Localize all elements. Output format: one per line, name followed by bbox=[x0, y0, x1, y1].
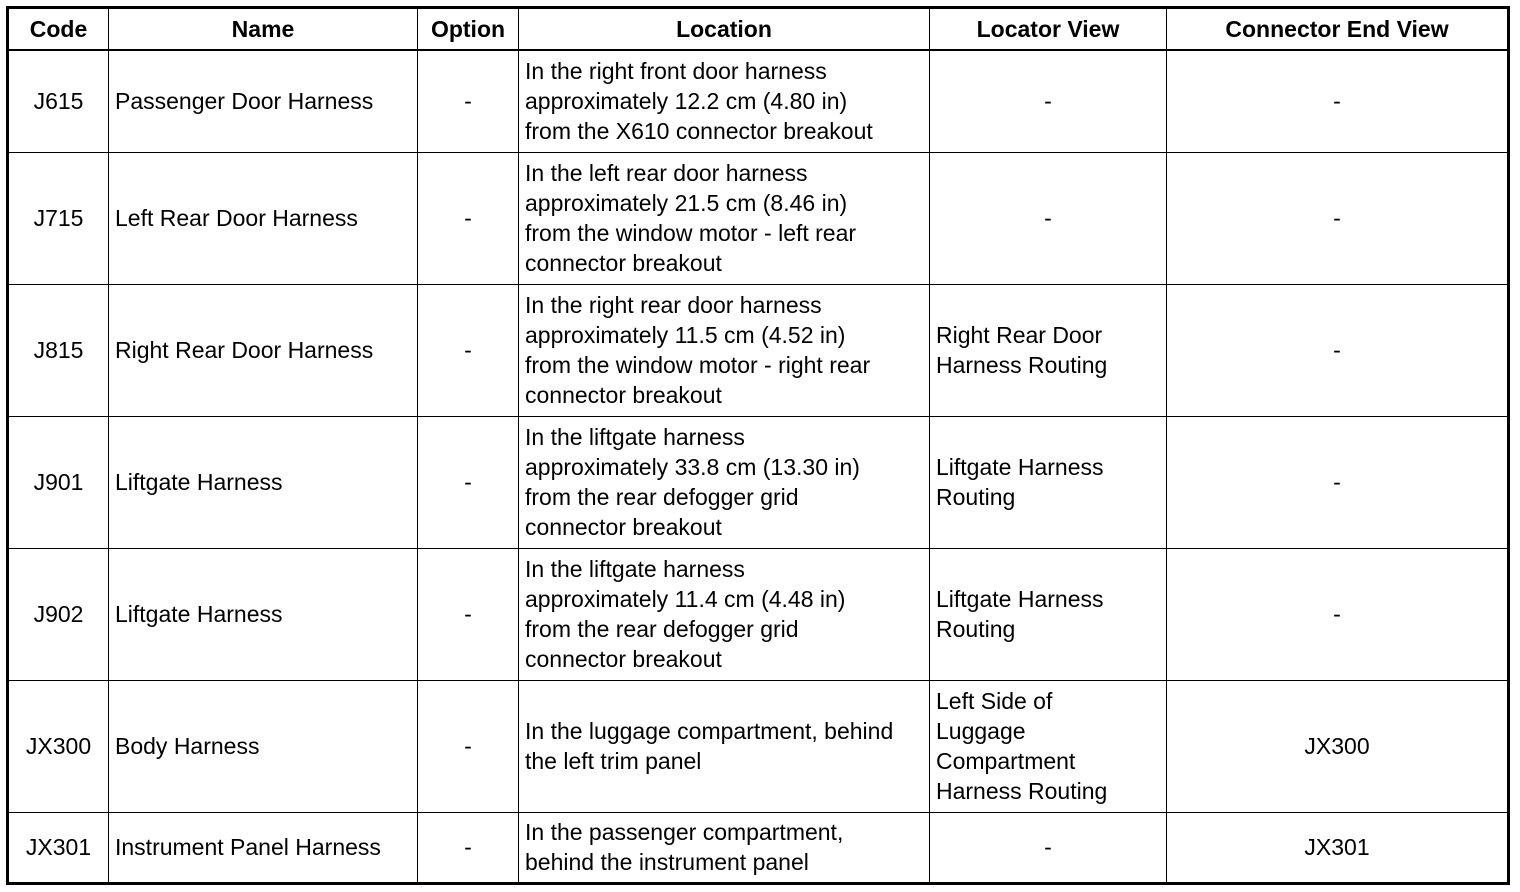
code-text: J715 bbox=[33, 205, 84, 231]
option-text: - bbox=[464, 834, 472, 860]
location-text: In the liftgate harness approximately 11.4 cm (4.48 in) from the rear defogger grid connector breakout bbox=[525, 556, 846, 672]
name-cell bbox=[109, 680, 418, 812]
option-cell bbox=[418, 548, 519, 680]
location-cell bbox=[519, 50, 930, 152]
connector-end-view-text: JX301 bbox=[1304, 834, 1370, 860]
code-cell bbox=[8, 152, 109, 284]
location-text: In the luggage compartment, behind the left trim panel bbox=[525, 718, 894, 774]
location-cell bbox=[519, 680, 930, 812]
name-cell bbox=[109, 416, 418, 548]
connector-end-view-cell bbox=[1167, 680, 1509, 812]
connector-end-view-cell bbox=[1167, 152, 1509, 284]
location-cell bbox=[519, 812, 930, 883]
locator-view-cell bbox=[930, 50, 1167, 152]
name-text: Right Rear Door Harness bbox=[115, 337, 374, 363]
table-row bbox=[8, 548, 1509, 680]
name-text: Left Rear Door Harness bbox=[115, 205, 358, 231]
option-cell bbox=[418, 416, 519, 548]
location-text: In the left rear door harness approximately 21.5 cm (8.46 in) from the window motor - left rear connector breakout bbox=[525, 160, 857, 276]
code-cell bbox=[8, 284, 109, 416]
option-cell bbox=[418, 152, 519, 284]
code-cell bbox=[8, 416, 109, 548]
name-cell bbox=[109, 152, 418, 284]
name-text: Liftgate Harness bbox=[115, 601, 283, 627]
connector-table bbox=[6, 6, 1510, 885]
location-cell bbox=[519, 284, 930, 416]
option-text: - bbox=[464, 88, 472, 115]
header-row bbox=[8, 8, 1509, 51]
locator-view-text: Liftgate Harness Routing bbox=[936, 586, 1104, 642]
name-cell bbox=[109, 50, 418, 152]
option-text: - bbox=[464, 601, 472, 627]
table-body bbox=[8, 50, 1509, 883]
code-text: JX300 bbox=[25, 733, 92, 759]
code-cell bbox=[8, 812, 109, 883]
connector-end-view-text: - bbox=[1333, 205, 1341, 231]
name-cell bbox=[109, 284, 418, 416]
connector-end-view-text: JX300 bbox=[1304, 733, 1370, 759]
table-header bbox=[8, 8, 1509, 51]
table-row bbox=[8, 680, 1509, 812]
column-header-name: Name bbox=[109, 8, 418, 51]
location-cell bbox=[519, 548, 930, 680]
option-cell bbox=[418, 812, 519, 883]
locator-view-cell bbox=[930, 284, 1167, 416]
column-header-connector-end-view: Connector End View bbox=[1167, 8, 1509, 51]
option-cell bbox=[418, 680, 519, 812]
code-cell bbox=[8, 680, 109, 812]
table-row bbox=[8, 812, 1509, 883]
table-row bbox=[8, 50, 1509, 152]
locator-view-text: - bbox=[1044, 205, 1052, 231]
code-cell bbox=[8, 548, 109, 680]
code-text: J901 bbox=[33, 469, 84, 495]
location-text: In the passenger compartment, behind the instrument panel bbox=[525, 819, 844, 875]
location-text: In the right front door harness approximately 12.2 cm (4.80 in) from the X610 connector breakout bbox=[525, 58, 873, 145]
locator-view-cell bbox=[930, 548, 1167, 680]
locator-view-cell bbox=[930, 152, 1167, 284]
option-text: - bbox=[464, 337, 472, 363]
locator-view-text: - bbox=[1044, 88, 1052, 115]
location-cell bbox=[519, 416, 930, 548]
code-text: J615 bbox=[33, 88, 84, 115]
column-header-code: Code bbox=[8, 8, 109, 51]
column-header-locator-view: Locator View bbox=[930, 8, 1167, 51]
name-cell bbox=[109, 548, 418, 680]
table-row bbox=[8, 284, 1509, 416]
connector-end-view-cell bbox=[1167, 812, 1509, 883]
locator-view-text: - bbox=[1044, 834, 1052, 860]
code-cell bbox=[8, 50, 109, 152]
column-header-location: Location bbox=[519, 8, 930, 51]
connector-end-view-cell bbox=[1167, 50, 1509, 152]
location-text: In the right rear door harness approximately 11.5 cm (4.52 in) from the window motor - right rear connector breakout bbox=[525, 292, 871, 408]
name-cell bbox=[109, 812, 418, 883]
name-text: Body Harness bbox=[115, 733, 260, 759]
option-text: - bbox=[464, 733, 472, 759]
connector-end-view-cell bbox=[1167, 416, 1509, 548]
connector-end-view-text: - bbox=[1333, 469, 1341, 495]
code-text: J815 bbox=[33, 337, 84, 363]
connector-end-view-text: - bbox=[1333, 601, 1341, 627]
locator-view-cell bbox=[930, 416, 1167, 548]
location-cell bbox=[519, 152, 930, 284]
code-text: JX301 bbox=[25, 834, 92, 860]
connector-end-view-text: - bbox=[1333, 88, 1341, 115]
name-text: Liftgate Harness bbox=[115, 469, 283, 495]
option-cell bbox=[418, 50, 519, 152]
option-text: - bbox=[464, 469, 472, 495]
locator-view-text: Liftgate Harness Routing bbox=[936, 454, 1104, 510]
option-text: - bbox=[464, 205, 472, 231]
locator-view-cell bbox=[930, 812, 1167, 883]
option-cell bbox=[418, 284, 519, 416]
name-text: Instrument Panel Harness bbox=[115, 834, 381, 860]
table-row bbox=[8, 416, 1509, 548]
connector-end-view-text: - bbox=[1333, 337, 1341, 363]
connector-end-view-cell bbox=[1167, 284, 1509, 416]
table-row bbox=[8, 152, 1509, 284]
code-text: J902 bbox=[33, 601, 84, 627]
name-text: Passenger Door Harness bbox=[115, 88, 374, 115]
column-header-option: Option bbox=[418, 8, 519, 51]
locator-view-cell bbox=[930, 680, 1167, 812]
locator-view-text: Left Side of Luggage Compartment Harness Routing bbox=[936, 688, 1108, 804]
connector-end-view-cell bbox=[1167, 548, 1509, 680]
locator-view-text: Right Rear Door Harness Routing bbox=[936, 322, 1108, 378]
location-text: In the liftgate harness approximately 33.8 cm (13.30 in) from the rear defogger grid connector breakout bbox=[525, 424, 860, 540]
